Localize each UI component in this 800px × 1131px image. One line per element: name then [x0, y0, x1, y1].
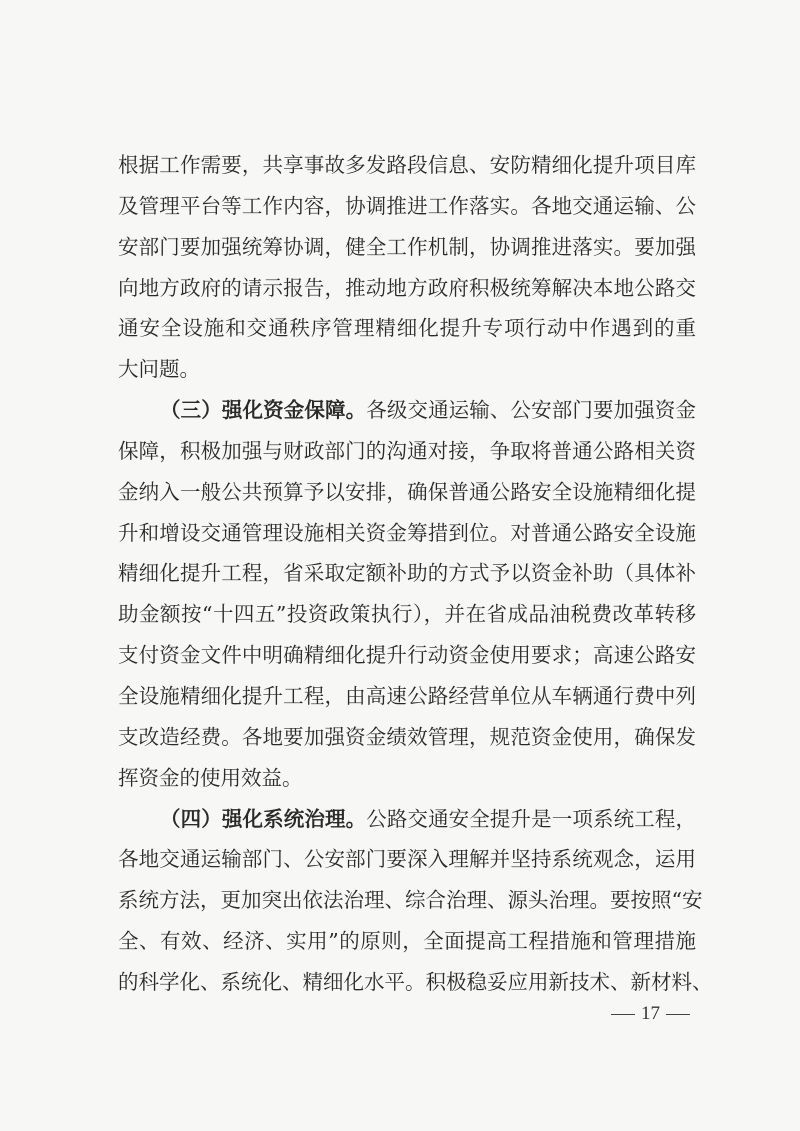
text-line: 系统方法，更加突出依法治理、综合治理、源头治理。要按照“安	[118, 888, 703, 913]
section-3-first-line-text: 各级交通运输、公安部门要加强资金	[366, 398, 697, 423]
dash-right	[666, 1014, 690, 1015]
text-line: 挥资金的使用效益。	[118, 765, 303, 790]
section-3-first-line	[118, 390, 696, 431]
section-4-first-line	[118, 799, 696, 840]
text-line: 支改造经费。各地要加强资金绩效管理，规范资金使用，确保发	[118, 724, 696, 749]
text-line: 支付资金文件中明确精细化提升行动资金使用要求；高速公路安	[118, 643, 696, 668]
text-line: 保障，积极加强与财政部门的沟通对接，争取将普通公路相关资	[118, 438, 696, 463]
page-number-value: 17	[641, 1003, 660, 1024]
text-line: 根据工作需要，共享事故多发路段信息、安防精细化提升项目库	[118, 153, 696, 177]
page-number	[596, 1003, 696, 1025]
text-line: 及管理平台等工作内容，协调推进工作落实。各地交通运输、公	[118, 193, 696, 218]
section-4-first-line-text: 公路交通安全提升是一项系统工程，	[366, 806, 697, 831]
text-line: 全设施精细化提升工程，由高速公路经营单位从车辆通行费中列	[118, 683, 696, 708]
text-line: 大问题。	[118, 357, 200, 382]
section-4-heading: （四）强化系统治理。	[160, 806, 367, 831]
text-line: 的科学化、系统化、精细化水平。积极稳妥应用新技术、新材料、	[118, 969, 713, 994]
text-line: 精细化提升工程，省采取定额补助的方式予以资金补助（具体补	[118, 561, 696, 586]
dash-left	[611, 1014, 635, 1015]
text-line: 通安全设施和交通秩序管理精细化提升专项行动中作遇到的重	[118, 316, 696, 341]
text-line: 升和增设交通管理设施相关资金筹措到位。对普通公路安全设施	[118, 520, 696, 545]
text-line: 安部门要加强统筹协调，健全工作机制，协调推进落实。要加强	[118, 234, 696, 259]
text-line: 向地方政府的请示报告，推动地方政府积极统筹解决本地公路交	[118, 275, 696, 300]
text-line: 全、有效、经济、实用”的原则，全面提高工程措施和管理措施	[118, 929, 696, 954]
text-line: 金纳入一般公共预算予以安排，确保普通公路安全设施精细化提	[118, 479, 696, 504]
section-3-heading: （三）强化资金保障。	[160, 398, 367, 423]
text-line: 助金额按“十四五”投资政策执行），并在省成品油税费改革转移	[118, 602, 696, 627]
text-line: 各地交通运输部门、公安部门要深入理解并坚持系统观念，运用	[118, 847, 696, 872]
body-text	[118, 145, 713, 1003]
